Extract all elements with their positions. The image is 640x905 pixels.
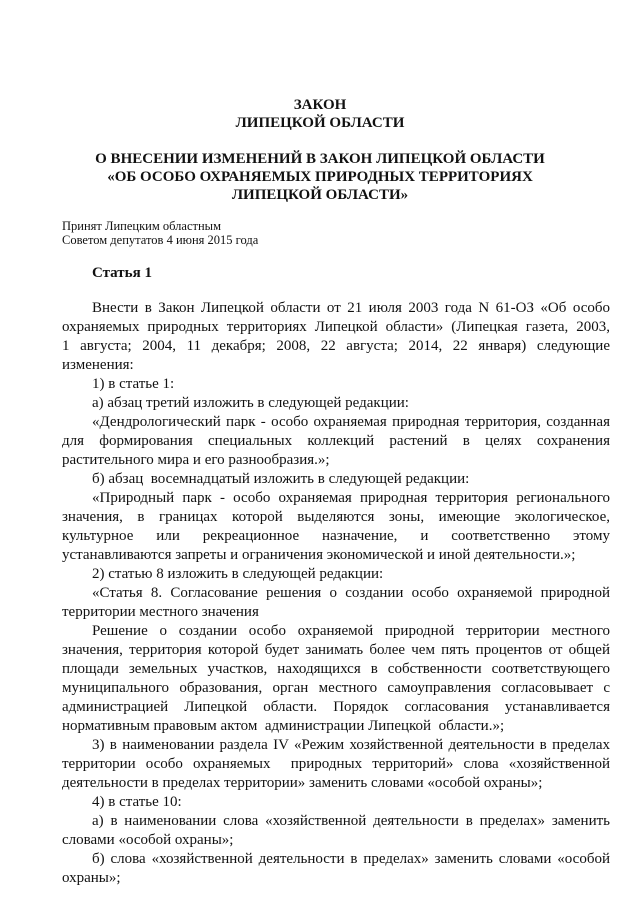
law-region: ЛИПЕЦКОЙ ОБЛАСТИ bbox=[235, 115, 405, 131]
body-line: 4) в статье 10: bbox=[92, 794, 182, 810]
body-line: деятельности в пределах территории» заменить словами «особой охраны»; bbox=[62, 775, 543, 791]
law-title: ЗАКОН bbox=[293, 97, 347, 113]
body-line: значения, в границах которой выделяются зоны, имеющие экологическое, bbox=[62, 509, 610, 525]
law-subtitle-line-3: ЛИПЕЦКОЙ ОБЛАСТИ» bbox=[231, 187, 409, 203]
body-line: значения, территория которой будет занимать более чем пять процентов от общей bbox=[62, 642, 610, 658]
body-line: охраняемых природных территориях Липецкой области» (Липецкая газета, 2003, bbox=[62, 319, 610, 335]
body-line: для формирования специальных коллекций растений в целях сохранения bbox=[62, 433, 610, 449]
body-line: 1) в статье 1: bbox=[92, 376, 175, 392]
body-line: «Статья 8. Согласование решения о создании особо охраняемой природной bbox=[92, 585, 610, 601]
body-line: растительного мира и его разнообразия.»; bbox=[62, 452, 330, 468]
body-line: б) слова «хозяйственной деятельности в пределах» заменить словами «особой bbox=[92, 851, 610, 867]
body-line: «Дендрологический парк - особо охраняемая природная территория, созданная bbox=[92, 414, 610, 430]
adoption-note-line-2: Советом депутатов 4 июня 2015 года bbox=[62, 233, 259, 247]
body-line: 3) в наименовании раздела IV «Режим хозяйственной деятельности в пределах bbox=[92, 737, 610, 753]
law-subtitle-line-1: О ВНЕСЕНИИ ИЗМЕНЕНИЙ В ЗАКОН ЛИПЕЦКОЙ ОБЛАСТИ bbox=[95, 151, 545, 167]
body-line: охраны»; bbox=[62, 870, 121, 886]
body-line: а) в наименовании слова «хозяйственной деятельности в пределах» заменить bbox=[92, 813, 610, 829]
body-line: изменения: bbox=[62, 357, 134, 373]
article-heading: Статья 1 bbox=[92, 265, 152, 281]
body-line: территории местного значения bbox=[62, 604, 259, 620]
body-line: б) абзац восемнадцатый изложить в следующей редакции: bbox=[92, 471, 470, 487]
body-line: нормативным правовым актом администрации Липецкой области.»; bbox=[62, 718, 505, 734]
body-line: территории особо охраняемых природных территорий» слова «хозяйственной bbox=[62, 756, 610, 772]
body-line: 1 августа; 2004, 11 декабря; 2008, 22 августа; 2014, 22 января) следующие bbox=[62, 338, 610, 354]
law-subtitle-line-2: «ОБ ОСОБО ОХРАНЯЕМЫХ ПРИРОДНЫХ ТЕРРИТОРИЯХ bbox=[107, 169, 533, 185]
body-line: Внести в Закон Липецкой области от 21 июля 2003 года N 61-ОЗ «Об особо bbox=[92, 300, 610, 316]
body-line: площади земельных участков, находящихся в собственности соответствующего bbox=[62, 661, 610, 677]
body-line: культурное или рекреационное назначение, и соответственно этому bbox=[62, 528, 610, 544]
body-line: «Природный парк - особо охраняемая природная территория регионального bbox=[92, 490, 610, 506]
body-line: устанавливаются запреты и ограничения экономической и иной деятельности.»; bbox=[62, 547, 576, 563]
adoption-note-line-1: Принят Липецким областным bbox=[62, 219, 221, 233]
body-line: администрацией Липецкой области. Порядок согласования устанавливается bbox=[62, 699, 610, 715]
body-line: 2) статью 8 изложить в следующей редакции: bbox=[92, 566, 384, 582]
body-line: Решение о создании особо охраняемой природной территории местного bbox=[92, 623, 610, 639]
body-line: а) абзац третий изложить в следующей редакции: bbox=[92, 395, 409, 411]
body-line: словами «особой охраны»; bbox=[62, 832, 234, 848]
body-line: муниципального образования, орган местного самоуправления согласовывает с bbox=[62, 680, 610, 696]
